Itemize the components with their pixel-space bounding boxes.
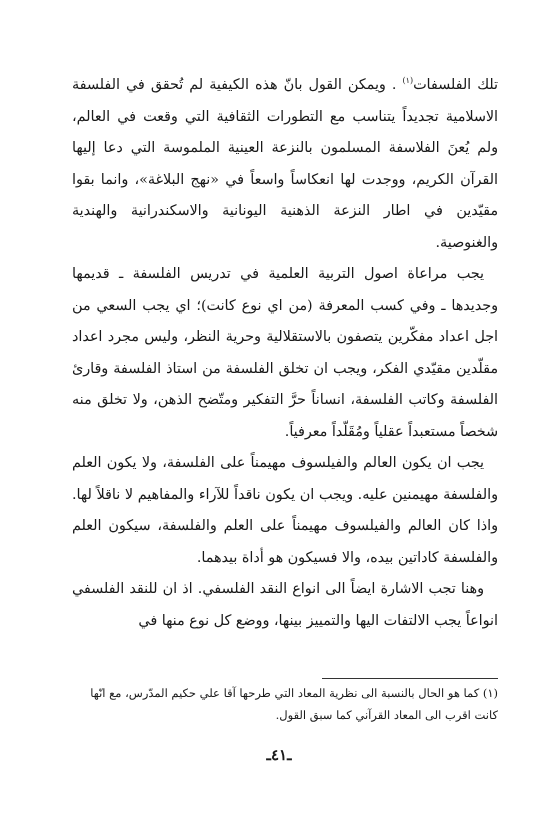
footnote-line-2: كانت اقرب الى المعاد القرآني كما سبق القول. [275, 708, 498, 722]
paragraph-1-start: تلك الفلسفات [413, 77, 498, 93]
paragraph-1-rest: . ويمكن القول بانّ هذه الكيفية لم تُحقق في الفلسفة الاسلامية تجديداً يتناسب مع التطورات الثقافية التي وقعت في العالم، ولم يُعنَ الفلاسفة المسلمون بالنزعة العينية الملموسة التي دعا إليها القرآن الكريم، ووجدت لها انعكاساً واسعاً في «نهج البلاغة»، وانما بقوا مقيّدين في اطار النزعة الذهنية اليونانية والاسكندرانية والهندية والغنوصية. [72, 77, 498, 251]
paragraph-4: وهنا تجب الاشارة ايضاً الى انواع النقد الفلسفي. اذ ان للنقد الفلسفي انواعاً يجب الالتفات اليها والتمييز بينها، ووضع كل نوع منها في [72, 581, 498, 629]
paragraph-3: يجب ان يكون العالم والفيلسوف مهيمناً على الفلسفة، ولا يكون العلم والفلسفة مهيمنين عليه. ويجب ان يكون ناقداً للآراء والمفاهيم لا ناقلاً لها. واذا كان العالم والفيلسوف مهيمناً على العلم والفلسفة، سيكون العلم والفلسفة كاداتين بيده، والا فسيكون هو أداة بيدهما. [72, 455, 498, 566]
footnote-line-1: (١) كما هو الحال بالنسبة الى نظرية المعاد التي طرحها آقا علي حكيم المدّرس، مع انّها [90, 686, 498, 700]
paragraph-2: يجب مراعاة اصول التربية العلمية في تدريس الفلسفة ـ قديمها وجديدها ـ وفي كسب المعرفة (من اي نوع كانت)؛ اي يجب السعي من اجل اعداد مفكّرين يتصفون بالاستقلالية وحرية النظر، وليس مجرد اعداد مقلّدين مقيّدي الفكر، ويجب ان تخلق الفلسفة من استاذ الفلسفة وقارئ الفلسفة وكاتب الفلسفة، انساناً حرَّ التفكير ومتّضح الذهن، ولا تخلق منه شخصاً مستعبداً عقلياً ومُقَلّداً معرفياً. [72, 266, 498, 440]
main-text [72, 70, 498, 637]
footnote-divider [322, 678, 498, 679]
page-number: ـ٤١ـ [266, 746, 292, 764]
paragraph-1 [72, 70, 498, 259]
footnote [72, 682, 498, 726]
footnote-reference[interactable]: (١) [402, 76, 414, 86]
